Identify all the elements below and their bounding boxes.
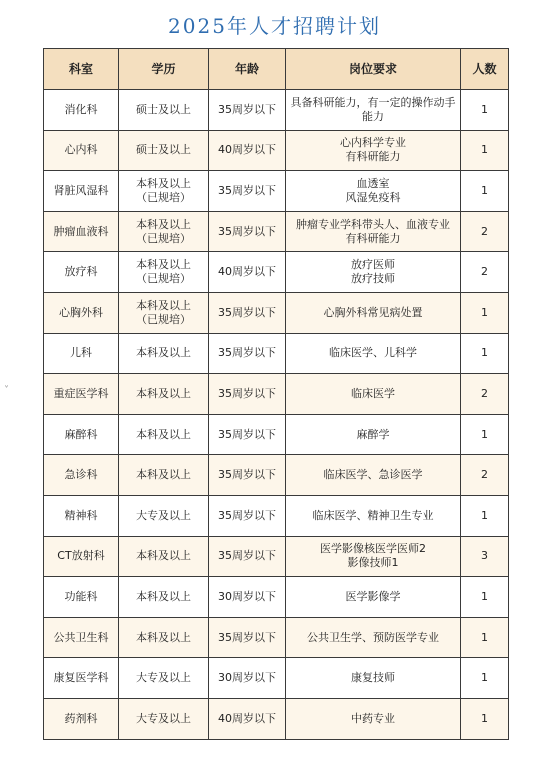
cell-headcount: 1 xyxy=(461,698,509,739)
cell-age: 40周岁以下 xyxy=(209,130,286,171)
cell-education: 大专及以上 xyxy=(119,698,209,739)
cell-age: 35周岁以下 xyxy=(209,536,286,577)
cell-age: 35周岁以下 xyxy=(209,171,286,212)
cell-headcount: 2 xyxy=(461,374,509,415)
cell-department: 肾脏风湿科 xyxy=(44,171,119,212)
cell-headcount: 3 xyxy=(461,536,509,577)
cell-age: 35周岁以下 xyxy=(209,617,286,658)
cell-age: 30周岁以下 xyxy=(209,658,286,699)
cell-education: 本科及以上 （已规培） xyxy=(119,252,209,293)
cell-department: 心内科 xyxy=(44,130,119,171)
cell-department: 麻醉科 xyxy=(44,414,119,455)
cell-education: 本科及以上 （已规培） xyxy=(119,171,209,212)
cell-age: 40周岁以下 xyxy=(209,252,286,293)
cell-requirements: 肿瘤专业学科带头人、血液专业 有科研能力 xyxy=(286,211,461,252)
table-row xyxy=(44,577,509,618)
table-row xyxy=(44,698,509,739)
cell-education: 大专及以上 xyxy=(119,495,209,536)
cell-headcount: 1 xyxy=(461,171,509,212)
cell-age: 40周岁以下 xyxy=(209,698,286,739)
cell-age: 35周岁以下 xyxy=(209,211,286,252)
page-title: 2025年人才招聘计划 xyxy=(168,14,381,38)
cell-age: 35周岁以下 xyxy=(209,333,286,374)
cell-department: 放疗科 xyxy=(44,252,119,293)
cell-headcount: 1 xyxy=(461,577,509,618)
table-row xyxy=(44,171,509,212)
cell-requirements: 具备科研能力，有一定的操作动手能力 xyxy=(286,90,461,131)
cell-education: 本科及以上 xyxy=(119,455,209,496)
cell-education: 本科及以上 xyxy=(119,577,209,618)
table-row xyxy=(44,617,509,658)
cell-requirements: 医学影像学 xyxy=(286,577,461,618)
column-header-requirements: 岗位要求 xyxy=(286,49,461,90)
cell-requirements: 医学影像核医学医师2 影像技师1 xyxy=(286,536,461,577)
table-row xyxy=(44,90,509,131)
cell-education: 硕士及以上 xyxy=(119,90,209,131)
cell-headcount: 1 xyxy=(461,495,509,536)
table-row xyxy=(44,414,509,455)
table-row xyxy=(44,292,509,333)
column-header-education: 学历 xyxy=(119,49,209,90)
chevron-down-icon: ˅ xyxy=(4,385,9,396)
cell-education: 本科及以上 xyxy=(119,333,209,374)
table-row xyxy=(44,455,509,496)
cell-headcount: 1 xyxy=(461,90,509,131)
cell-department: 重症医学科 xyxy=(44,374,119,415)
cell-department: 精神科 xyxy=(44,495,119,536)
cell-education: 硕士及以上 xyxy=(119,130,209,171)
cell-education: 本科及以上 xyxy=(119,536,209,577)
column-header-age: 年龄 xyxy=(209,49,286,90)
table-row xyxy=(44,658,509,699)
cell-requirements: 临床医学、儿科学 xyxy=(286,333,461,374)
cell-requirements: 临床医学、急诊医学 xyxy=(286,455,461,496)
cell-headcount: 1 xyxy=(461,617,509,658)
table-row xyxy=(44,495,509,536)
table-row xyxy=(44,130,509,171)
table-row xyxy=(44,536,509,577)
table-row xyxy=(44,374,509,415)
cell-education: 大专及以上 xyxy=(119,658,209,699)
cell-requirements: 放疗医师 放疗技师 xyxy=(286,252,461,293)
cell-age: 35周岁以下 xyxy=(209,414,286,455)
cell-department: 公共卫生科 xyxy=(44,617,119,658)
cell-requirements: 血透室 风湿免疫科 xyxy=(286,171,461,212)
cell-department: 急诊科 xyxy=(44,455,119,496)
cell-education: 本科及以上 xyxy=(119,414,209,455)
cell-headcount: 2 xyxy=(461,211,509,252)
cell-age: 30周岁以下 xyxy=(209,577,286,618)
cell-education: 本科及以上 （已规培） xyxy=(119,211,209,252)
cell-requirements: 临床医学 xyxy=(286,374,461,415)
cell-age: 35周岁以下 xyxy=(209,495,286,536)
cell-headcount: 1 xyxy=(461,658,509,699)
cell-education: 本科及以上 （已规培） xyxy=(119,292,209,333)
column-header-department: 科室 xyxy=(44,49,119,90)
cell-headcount: 2 xyxy=(461,252,509,293)
cell-requirements: 心内科学专业 有科研能力 xyxy=(286,130,461,171)
cell-headcount: 2 xyxy=(461,455,509,496)
cell-age: 35周岁以下 xyxy=(209,455,286,496)
cell-requirements: 心胸外科常见病处置 xyxy=(286,292,461,333)
cell-headcount: 1 xyxy=(461,414,509,455)
table-row xyxy=(44,333,509,374)
cell-department: 功能科 xyxy=(44,577,119,618)
cell-age: 35周岁以下 xyxy=(209,292,286,333)
cell-requirements: 康复技师 xyxy=(286,658,461,699)
cell-headcount: 1 xyxy=(461,130,509,171)
cell-education: 本科及以上 xyxy=(119,374,209,415)
cell-department: CT放射科 xyxy=(44,536,119,577)
cell-department: 心胸外科 xyxy=(44,292,119,333)
cell-headcount: 1 xyxy=(461,292,509,333)
cell-requirements: 临床医学、精神卫生专业 xyxy=(286,495,461,536)
cell-department: 药剂科 xyxy=(44,698,119,739)
cell-age: 35周岁以下 xyxy=(209,374,286,415)
cell-department: 康复医学科 xyxy=(44,658,119,699)
table-header-row xyxy=(44,49,509,90)
cell-headcount: 1 xyxy=(461,333,509,374)
cell-age: 35周岁以下 xyxy=(209,90,286,131)
cell-education: 本科及以上 xyxy=(119,617,209,658)
table-row xyxy=(44,211,509,252)
cell-department: 儿科 xyxy=(44,333,119,374)
column-header-headcount: 人数 xyxy=(461,49,509,90)
recruitment-table xyxy=(43,48,509,740)
cell-requirements: 中药专业 xyxy=(286,698,461,739)
cell-department: 消化科 xyxy=(44,90,119,131)
cell-department: 肿瘤血液科 xyxy=(44,211,119,252)
cell-requirements: 公共卫生学、预防医学专业 xyxy=(286,617,461,658)
cell-requirements: 麻醉学 xyxy=(286,414,461,455)
table-row xyxy=(44,252,509,293)
